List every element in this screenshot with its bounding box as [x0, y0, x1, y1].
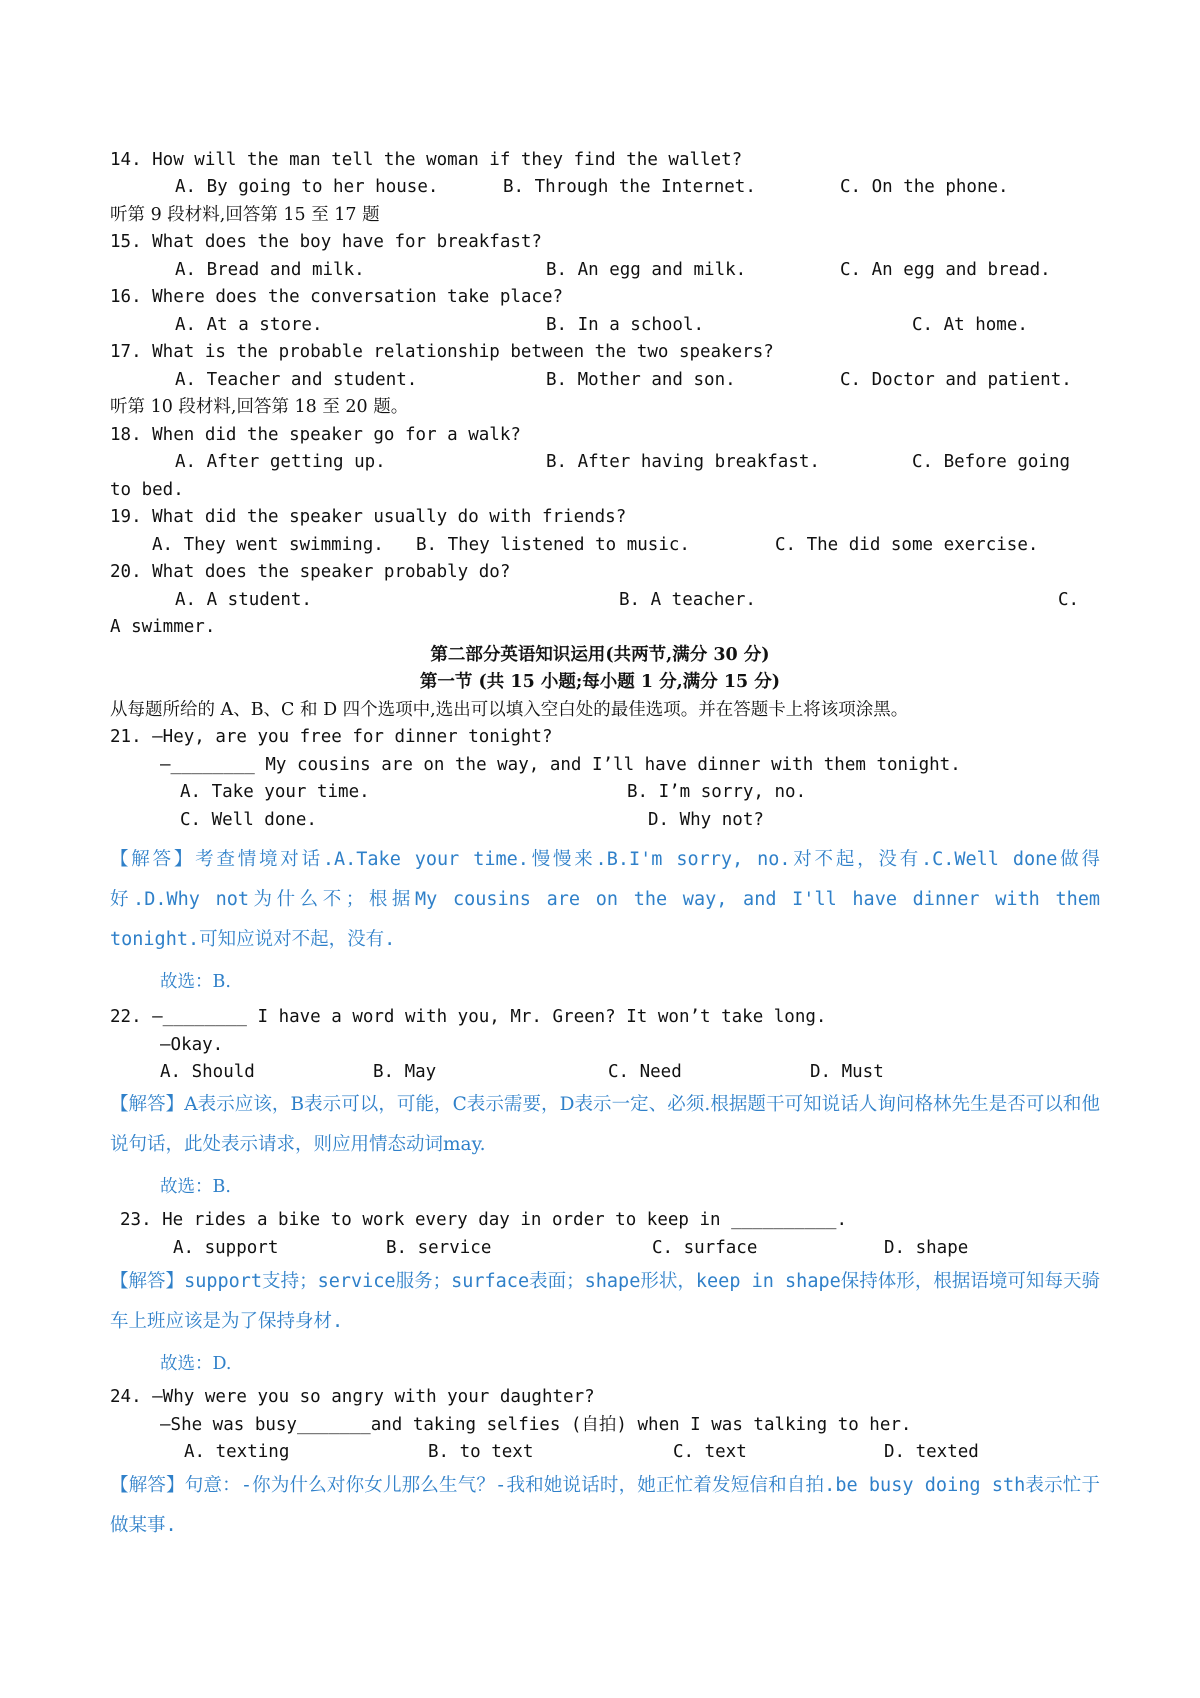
option-16a: A. At a store. [175, 315, 323, 335]
section-9-heading: 听第 9 段材料,回答第 15 至 17 题 [110, 205, 380, 225]
question-19: 19. What did the speaker usually do with friends? [110, 507, 627, 527]
answer-22-text: A表示应该，B表示可以，可能，C表示需要，D表示一定、必须.根据题干可知说话人询问格林先生是否可以和他说句话，此处表示请求，则应用情态动词may. [110, 1094, 1100, 1155]
option-19b: B. They listened to music. [416, 535, 690, 555]
option-23b: B. service [386, 1238, 492, 1258]
question-22-response: —Okay. [160, 1035, 224, 1055]
question-17: 17. What is the probable relationship between the two speakers? [110, 342, 774, 362]
option-21a: A. Take your time. [180, 782, 370, 802]
answer-24 [110, 1466, 1100, 1546]
question-21: 21. —Hey, are you free for dinner tonight? [110, 727, 553, 747]
option-22c: C. Need [608, 1062, 682, 1082]
option-20c-continued: A swimmer. [110, 617, 216, 637]
question-24: 24. —Why were you so angry with your daughter? [110, 1387, 595, 1407]
option-16c: C. At home. [912, 315, 1028, 335]
option-14b: B. Through the Internet. [503, 177, 756, 197]
option-15c: C. An egg and bread. [840, 260, 1051, 280]
answer-22 [110, 1085, 1100, 1165]
option-17c: C. Doctor and patient. [840, 370, 1072, 390]
answer-24-tag: 【解答】 [110, 1475, 185, 1496]
question-24-response: —She was busy_______and taking selfies (自拍) when I was talking to her. [160, 1415, 912, 1435]
instructions: 从每题所给的 A、B、C 和 D 四个选项中,选出可以填入空白处的最佳选项。并在答题卡上将该项涂黑。 [110, 700, 909, 720]
answer-22-choice: 故选：B. [160, 1177, 231, 1197]
question-23: 23. He rides a bike to work every day in order to keep in __________. [120, 1210, 847, 1230]
question-15: 15. What does the boy have for breakfast? [110, 232, 542, 252]
option-21b: B. I’m sorry, no. [627, 782, 807, 802]
option-19a: A. They went swimming. [152, 535, 384, 555]
option-20a: A. A student. [175, 590, 312, 610]
option-22d: D. Must [810, 1062, 884, 1082]
question-16: 16. Where does the conversation take place? [110, 287, 564, 307]
question-21-response: —________ My cousins are on the way, and I’ll have dinner with them tonight. [160, 755, 961, 775]
answer-23-text: support支持；service服务；surface表面；shape形状，keep in shape保持体形，根据语境可知每天骑车上班应该是为了保持身材. [110, 1271, 1100, 1332]
part-2-title: 第二部分英语知识运用(共两节,满分 30 分) [430, 645, 770, 665]
question-20: 20. What does the speaker probably do? [110, 562, 511, 582]
question-22: 22. —________ I have a word with you, Mr. Green? It won’t take long. [110, 1007, 827, 1027]
option-15b: B. An egg and milk. [546, 260, 747, 280]
answer-22-tag: 【解答】 [110, 1094, 185, 1115]
option-22a: A. Should [160, 1062, 255, 1082]
answer-21-text: 考查情境对话.A.Take your time.慢慢来.B.I'm sorry, no.对不起，没有.C.Well done做得好.D.Why not为什么不；根据My cousins are on the way, and I'll have dinner with them tonight.可知应说对不起，没有. [110, 849, 1100, 950]
answer-21 [110, 840, 1100, 960]
answer-23-tag: 【解答】 [110, 1271, 185, 1292]
option-18a: A. After getting up. [175, 452, 386, 472]
option-22b: B. May [373, 1062, 437, 1082]
option-19c: C. The did some exercise. [775, 535, 1039, 555]
option-18c: C. Before going [912, 452, 1071, 472]
section-10-heading: 听第 10 段材料,回答第 18 至 20 题。 [110, 397, 409, 417]
section-1-title: 第一节 (共 15 小题;每小题 1 分,满分 15 分) [419, 672, 781, 692]
option-18b: B. After having breakfast. [546, 452, 820, 472]
question-14: 14. How will the man tell the woman if they find the wallet? [110, 150, 743, 170]
option-20b: B. A teacher. [619, 590, 756, 610]
answer-24-text: 句意：-你为什么对你女儿那么生气？-我和她说话时，她正忙着发短信和自拍.be busy doing sth表示忙于做某事. [110, 1475, 1100, 1536]
option-15a: A. Bread and milk. [175, 260, 365, 280]
option-24b: B. to text [428, 1442, 534, 1462]
option-21c: C. Well done. [180, 810, 317, 830]
option-24c: C. text [673, 1442, 747, 1462]
answer-21-choice: 故选：B. [160, 972, 231, 992]
option-18c-continued: to bed. [110, 480, 184, 500]
option-17a: A. Teacher and student. [175, 370, 418, 390]
answer-23 [110, 1262, 1100, 1342]
option-16b: B. In a school. [546, 315, 705, 335]
option-14c: C. On the phone. [840, 177, 1009, 197]
answer-23-choice: 故选：D. [160, 1354, 232, 1374]
option-23d: D. shape [884, 1238, 969, 1258]
option-14a: A. By going to her house. [175, 177, 439, 197]
option-24a: A. texting [184, 1442, 290, 1462]
question-18: 18. When did the speaker go for a walk? [110, 425, 521, 445]
option-20c: C. [1058, 590, 1080, 610]
answer-21-tag: 【解答】 [110, 849, 196, 870]
option-23c: C. surface [652, 1238, 758, 1258]
option-21d: D. Why not? [648, 810, 764, 830]
option-17b: B. Mother and son. [546, 370, 736, 390]
option-24d: D. texted [884, 1442, 979, 1462]
option-23a: A. support [173, 1238, 279, 1258]
